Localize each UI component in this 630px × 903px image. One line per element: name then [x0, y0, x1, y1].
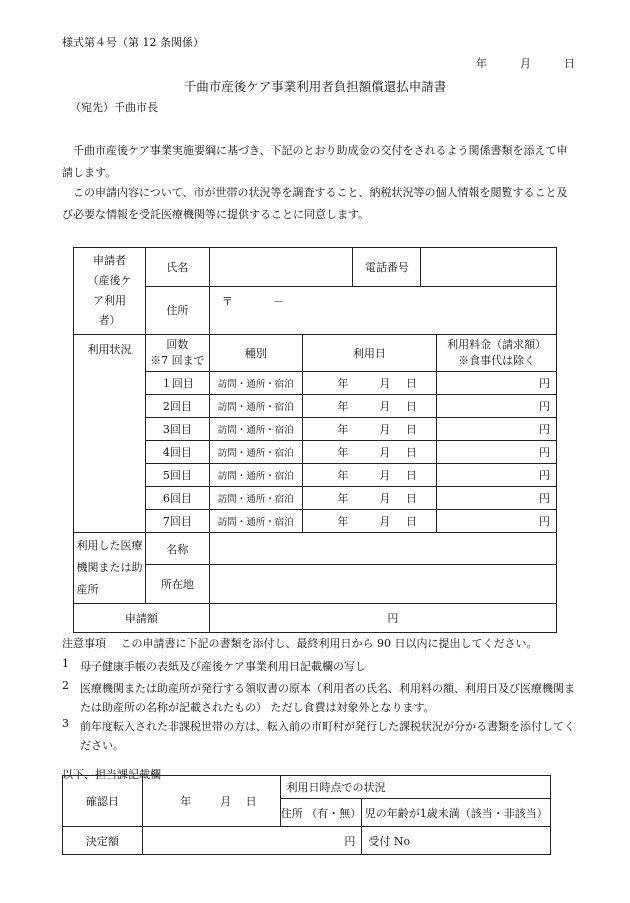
count-cell: 7回目	[145, 510, 209, 533]
fee-cell[interactable]: 円	[437, 395, 557, 418]
applicant-label: 申請者（産後ケア利用者）	[74, 248, 146, 335]
fee-cell[interactable]: 円	[437, 418, 557, 441]
count-cell: 5回目	[145, 464, 209, 487]
usage-row-1	[74, 372, 557, 395]
count-cell: 3回目	[145, 418, 209, 441]
count-cell: １回目	[145, 372, 209, 395]
date-cell[interactable]: 年 月 日	[302, 395, 437, 418]
page-title: 千曲市産後ケア事業利用者負担額償還払申請書	[183, 79, 447, 94]
addressee: （宛先）千曲市長	[70, 101, 158, 114]
confirm-date-label: 確認日	[63, 776, 143, 827]
fee-cell[interactable]: 円	[437, 464, 557, 487]
count-cell: 2回目	[145, 395, 209, 418]
fee-cell[interactable]: 円	[437, 372, 557, 395]
count-cell: 4回目	[145, 441, 209, 464]
type-cell[interactable]: 訪問・通所・宿泊	[209, 372, 302, 395]
name-label: 氏名	[145, 248, 209, 287]
phone-label: 電話番号	[353, 248, 421, 287]
address-field[interactable]	[209, 286, 556, 334]
facility-name-label: 名称	[145, 533, 209, 565]
facility-location-field[interactable]	[209, 565, 556, 604]
address-status[interactable]: 住所 （有・無）	[280, 799, 362, 827]
child-age-status[interactable]: 児の年齢が1歳未満（該当・非該当）	[362, 799, 551, 827]
type-cell[interactable]: 訪問・通所・宿泊	[209, 464, 302, 487]
status-heading: 利用日時点での状況	[280, 776, 550, 799]
type-cell[interactable]: 訪問・通所・宿泊	[209, 510, 302, 533]
fee-cell[interactable]: 円	[437, 510, 557, 533]
application-table	[73, 247, 557, 633]
type-header: 種別	[209, 335, 302, 372]
usage-row-2	[74, 395, 557, 418]
date-cell[interactable]: 年 月 日	[302, 510, 437, 533]
office-use-heading: 以下、担当課記載欄	[62, 768, 161, 781]
usage-row-6	[74, 487, 557, 510]
consent-paragraph: この申請内容について、市が世帯の状況等を調査すること、納税状況等の個人情報を閲覧すること及び必要な情報を受託医療機関等に提供することに同意します。	[62, 186, 568, 221]
receipt-number[interactable]: 受付 No	[362, 827, 551, 855]
fee-header: 利用料金（請求額） ※食事代は除く	[437, 335, 557, 372]
facility-label: 利用した医療機関または助産所	[74, 533, 146, 604]
date-cell[interactable]: 年 月 日	[302, 487, 437, 510]
confirm-date-field[interactable]: 年 月 日	[142, 776, 280, 827]
type-cell[interactable]: 訪問・通所・宿泊	[209, 487, 302, 510]
intro-paragraph: 千曲市産後ケア事業実施要綱に基づき、下記のとおり助成金の交付をされるよう関係書類を添えて申請します。	[62, 144, 568, 179]
facility-name-field[interactable]	[209, 533, 556, 565]
name-field[interactable]	[209, 248, 353, 287]
usage-row-4	[74, 441, 557, 464]
decision-field[interactable]: 円	[142, 827, 362, 855]
type-cell[interactable]: 訪問・通所・宿泊	[209, 441, 302, 464]
date-day: 日	[564, 57, 575, 70]
usage-label: 利用状況	[74, 335, 146, 533]
date-cell[interactable]: 年 月 日	[302, 418, 437, 441]
date-cell[interactable]: 年 月 日	[302, 464, 437, 487]
date-year: 年	[476, 57, 487, 70]
application-date	[476, 55, 575, 71]
date-header: 利用日	[302, 335, 437, 372]
notes-heading: 注意事項 この申請書に下記の書類を添付し、最終利用日から 90 日以内に提出してください。	[62, 637, 538, 650]
count-cell: 6回目	[145, 487, 209, 510]
address-label: 住所	[145, 286, 209, 334]
fee-cell[interactable]: 円	[437, 487, 557, 510]
decision-label: 決定額	[63, 827, 143, 855]
type-cell[interactable]: 訪問・通所・宿泊	[209, 418, 302, 441]
type-cell[interactable]: 訪問・通所・宿泊	[209, 395, 302, 418]
claim-label: 申請額	[74, 604, 210, 633]
claim-field[interactable]: 円	[209, 604, 556, 633]
fee-cell[interactable]: 円	[437, 441, 557, 464]
count-header: 回数 ※7 回まで	[145, 335, 209, 372]
phone-field[interactable]	[421, 248, 557, 287]
date-cell[interactable]: 年 月 日	[302, 372, 437, 395]
form-number: 様式第４号（第 12 条関係）	[62, 36, 204, 49]
office-use-table	[62, 775, 551, 855]
postal-dash: －	[272, 294, 284, 308]
usage-row-7	[74, 510, 557, 533]
postal-mark: 〒	[221, 294, 233, 308]
usage-row-3	[74, 418, 557, 441]
notes: 注意事項 この申請書に下記の書類を添付し、最終利用日から 90 日以内に提出してください。 1 母子健康手帳の表紙及び産後ケア事業利用日記載欄の写し 2 医療機関または助産所が発行する領収書の原本（利用者の氏名、利用料の額、利用日及び医療機関または助産所の名称が記載されたもの） ただし食費は対象外となります。 3 前年度転入された非課税世帯の方は、転入前の市町村が発行した課税状況が分かる書類を添付してください。	[62, 637, 575, 752]
facility-location-label: 所在地	[145, 565, 209, 604]
date-cell[interactable]: 年 月 日	[302, 441, 437, 464]
usage-row-5	[74, 464, 557, 487]
date-month: 月	[520, 57, 531, 70]
